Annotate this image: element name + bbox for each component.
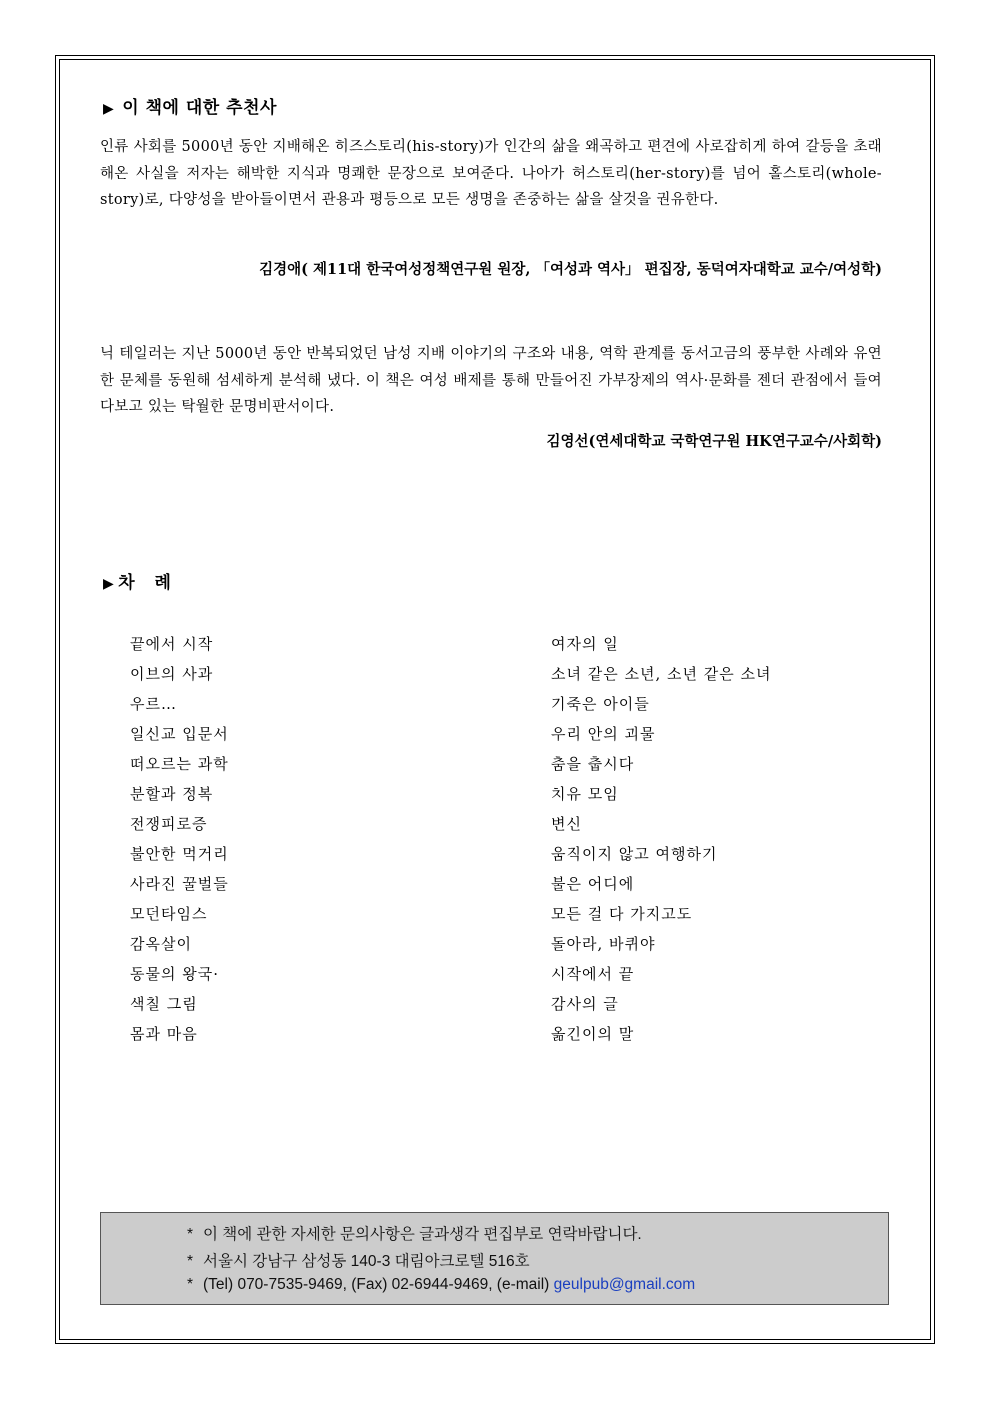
toc-list-right [551, 629, 772, 1049]
toc-item: 일신교 입문서 [130, 725, 229, 743]
toc-item: 모던타임스 [130, 905, 208, 923]
toc-item: 소녀 같은 소년, 소년 같은 소녀 [551, 665, 772, 683]
toc-item: 춤을 춥시다 [551, 755, 635, 773]
toc-item: 감사의 글 [551, 995, 619, 1013]
toc-item: 움직이지 않고 여행하기 [551, 845, 718, 863]
toc-item: 이브의 사과 [130, 665, 214, 683]
toc-item: 끝에서 시작 [130, 635, 214, 653]
toc-item: 분할과 정복 [130, 785, 214, 803]
toc-item: 동물의 왕국· [130, 965, 219, 983]
recommendation-heading: ▶ 이 책에 대한 추천사 [103, 98, 277, 118]
toc-item: 우르… [130, 695, 177, 713]
recommendation-signature-2: 김영선(연세대학교 국학연구원 HK연구교수/사회학) [546, 433, 882, 450]
email-link[interactable]: geulpub@gmail.com [553, 1276, 696, 1293]
toc-item: 시작에서 끝 [551, 965, 635, 983]
toc-list-left [130, 629, 229, 1049]
toc-item: 돌아라, 바퀴야 [551, 935, 656, 953]
toc-heading: ▶ 차 례 [103, 573, 172, 593]
toc-item: 떠오르는 과학 [130, 755, 229, 773]
recommendation-signature-1: 김경애( 제11대 한국여성정책연구원 원장, 「여성과 역사」 편집장, 동덕여자대학교 교수/여성학) [259, 261, 882, 278]
toc-item: 불은 어디에 [551, 875, 635, 893]
contact-line-phone: * (Tel) 070-7535-9469, (Fax) 02-6944-9469, (e-mail) geulpub@gmail.com [187, 1276, 696, 1293]
recommendation-paragraph-1: 인류 사회를 5000년 동안 지배해온 히즈스토리(his-story)가 인간의 삶을 왜곡하고 편견에 사로잡히게 하여 갈등을 초래해온 사실을 저자는 해박한 지식과 명쾌한 문장으로 보여준다. 나아가 허스토리(her-story)를 넘어 홀스토리(whole-story)로, 다양성을 받아들이면서 관용과 평등으로 모든 생명을 존중하는 삶을 살것을 권유한다. [100, 139, 882, 208]
contact-line-address: * 서울시 강남구 삼성동 140-3 대림아크로텔 516호 [187, 1253, 530, 1270]
recommendation-paragraph-2: 닉 테일러는 지난 5000년 동안 반복되었던 남성 지배 이야기의 구조와 내용, 역학 관계를 동서고금의 풍부한 사례와 유연한 문체를 동원해 섬세하게 분석해 냈다. 이 책은 여성 배제를 통해 만들어진 가부장제의 역사·문화를 젠더 관점에서 들여다보고 있는 탁월한 문명비판서이다. [100, 346, 882, 415]
toc-item: 모든 걸 다 가지고도 [551, 905, 693, 923]
toc-item: 몸과 마음 [130, 1025, 198, 1043]
toc-item: 기죽은 아이들 [551, 695, 650, 713]
toc-item: 치유 모임 [551, 785, 619, 803]
triangle-bullet-icon: ▶ [103, 101, 115, 117]
toc-item: 색칠 그림 [130, 995, 198, 1013]
contact-line-inquiry: * 이 책에 관한 자세한 문의사항은 글과생각 편집부로 연락바랍니다. [187, 1226, 642, 1243]
triangle-bullet-icon: ▶ [103, 576, 115, 592]
toc-item: 우리 안의 괴물 [551, 725, 656, 743]
toc-item: 여자의 일 [551, 635, 619, 653]
toc-item: 사라진 꿀벌들 [130, 875, 229, 893]
toc-item: 옮긴이의 말 [551, 1025, 635, 1043]
toc-item: 불안한 먹거리 [130, 845, 229, 863]
toc-item: 변신 [551, 815, 582, 833]
toc-item: 전쟁피로증 [130, 815, 208, 833]
toc-item: 감옥살이 [130, 935, 192, 953]
